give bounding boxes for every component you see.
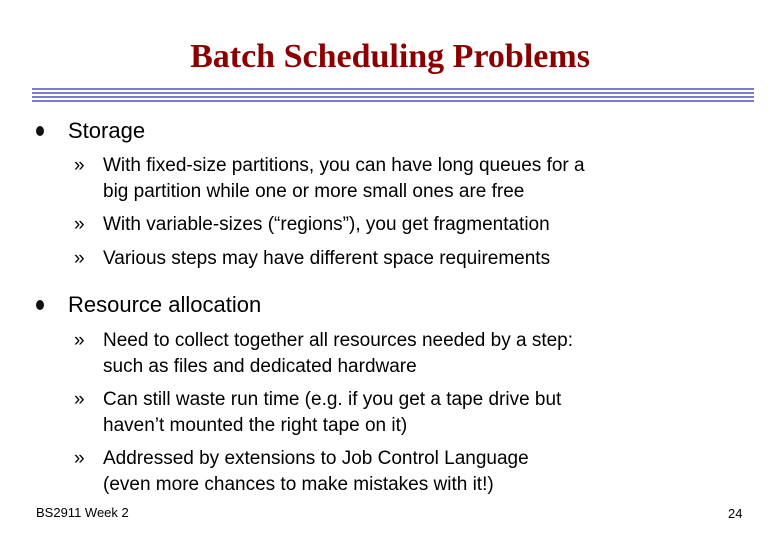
bullet-dot-icon bbox=[36, 126, 44, 136]
sub-marker-icon: » bbox=[74, 155, 85, 176]
page-number: 24 bbox=[728, 506, 743, 521]
footer-course-label: BS2911 Week 2 bbox=[36, 505, 129, 520]
sub-marker-icon: » bbox=[74, 214, 85, 235]
sub-item-line: big partition while one or more small ones are free bbox=[103, 181, 525, 202]
sub-item-line: Can still waste run time (e.g. if you get a tape drive but bbox=[103, 389, 562, 410]
bullet-dot-icon bbox=[36, 300, 44, 310]
sub-marker-icon: » bbox=[74, 389, 85, 410]
sub-item-line: Addressed by extensions to Job Control Language bbox=[103, 448, 529, 469]
slide-title: Batch Scheduling Problems bbox=[190, 38, 590, 75]
sub-item-line: Various steps may have different space requirements bbox=[103, 248, 551, 269]
title-rule-line-1 bbox=[32, 88, 754, 90]
sub-marker-icon: » bbox=[74, 248, 85, 269]
sub-item-line: With variable-sizes (“regions”), you get fragmentation bbox=[103, 214, 550, 235]
sub-item-line: (even more chances to make mistakes with it!) bbox=[103, 474, 494, 495]
sub-item-line: Need to collect together all resources needed by a step: bbox=[103, 330, 574, 351]
title-rule-line-4 bbox=[32, 100, 754, 102]
bullet-label: Resource allocation bbox=[68, 292, 262, 317]
sub-marker-icon: » bbox=[74, 448, 85, 469]
title-rule-line-3 bbox=[32, 96, 754, 98]
sub-item-line: With fixed-size partitions, you can have long queues for a bbox=[103, 155, 585, 176]
sub-item-line: haven’t mounted the right tape on it) bbox=[103, 415, 408, 436]
sub-item-line: such as files and dedicated hardware bbox=[103, 356, 417, 377]
sub-marker-icon: » bbox=[74, 330, 85, 351]
bullet-label: Storage bbox=[68, 118, 146, 143]
title-rule-line-2 bbox=[32, 92, 754, 94]
